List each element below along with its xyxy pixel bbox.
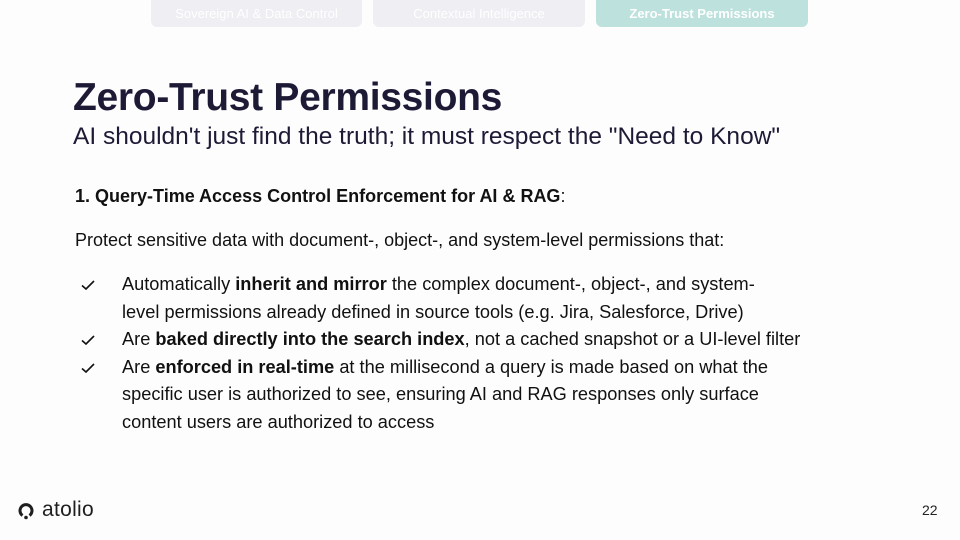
bullet-line <box>122 271 940 299</box>
tab-zero-trust-permissions[interactable]: Zero-Trust Permissions <box>596 0 808 27</box>
text: specific user is authorized to see, ensuring AI and RAG responses only surface <box>122 384 759 404</box>
check-icon <box>80 278 96 292</box>
bullet-line <box>122 326 940 354</box>
bold-text: inherit and mirror <box>235 274 387 294</box>
intro-text: Protect sensitive data with document-, object-, and system-level permissions that: <box>75 230 725 250</box>
slide-subtitle: AI shouldn't just find the truth; it must respect the "Need to Know" <box>73 123 781 150</box>
text: Automatically <box>122 274 236 294</box>
bullet-line <box>122 354 940 382</box>
bullet-line <box>122 409 940 437</box>
check-icon <box>80 361 96 375</box>
logo-text: atolio <box>42 498 95 521</box>
check-icon <box>80 333 96 347</box>
list-item <box>80 354 940 437</box>
tab-contextual-intelligence[interactable]: Contextual Intelligence <box>373 0 585 27</box>
section-tabs <box>151 0 808 27</box>
text: level permissions already defined in source tools (e.g. Jira, Salesforce, Drive) <box>122 301 744 322</box>
atolio-logo-icon <box>18 501 34 520</box>
text: , not a cached snapshot or a UI-level filter <box>464 329 801 349</box>
list-item <box>80 271 940 326</box>
tab-sovereign-ai[interactable]: Sovereign AI & Data Control <box>151 0 362 27</box>
atolio-logo <box>18 498 94 522</box>
text: content users are authorized to access <box>122 411 435 432</box>
section-heading <box>75 186 565 207</box>
page-number: 22 <box>922 502 938 518</box>
list-item <box>80 326 940 354</box>
bullet-line <box>122 381 940 409</box>
section-heading-suffix: : <box>560 186 566 206</box>
text: the complex document-, object-, and system- <box>386 274 755 294</box>
text: Are <box>122 329 156 349</box>
bold-text: enforced in real-time <box>155 356 335 377</box>
text: Are <box>122 356 156 377</box>
bullet-line <box>122 299 940 327</box>
bullet-list <box>80 271 940 436</box>
bold-text: baked directly into the search index <box>155 329 465 349</box>
text: at the millisecond a query is made based on what the <box>334 356 768 377</box>
slide-title: Zero-Trust Permissions <box>73 76 503 119</box>
section-heading-bold: 1. Query-Time Access Control Enforcement for AI & RAG <box>75 186 561 206</box>
